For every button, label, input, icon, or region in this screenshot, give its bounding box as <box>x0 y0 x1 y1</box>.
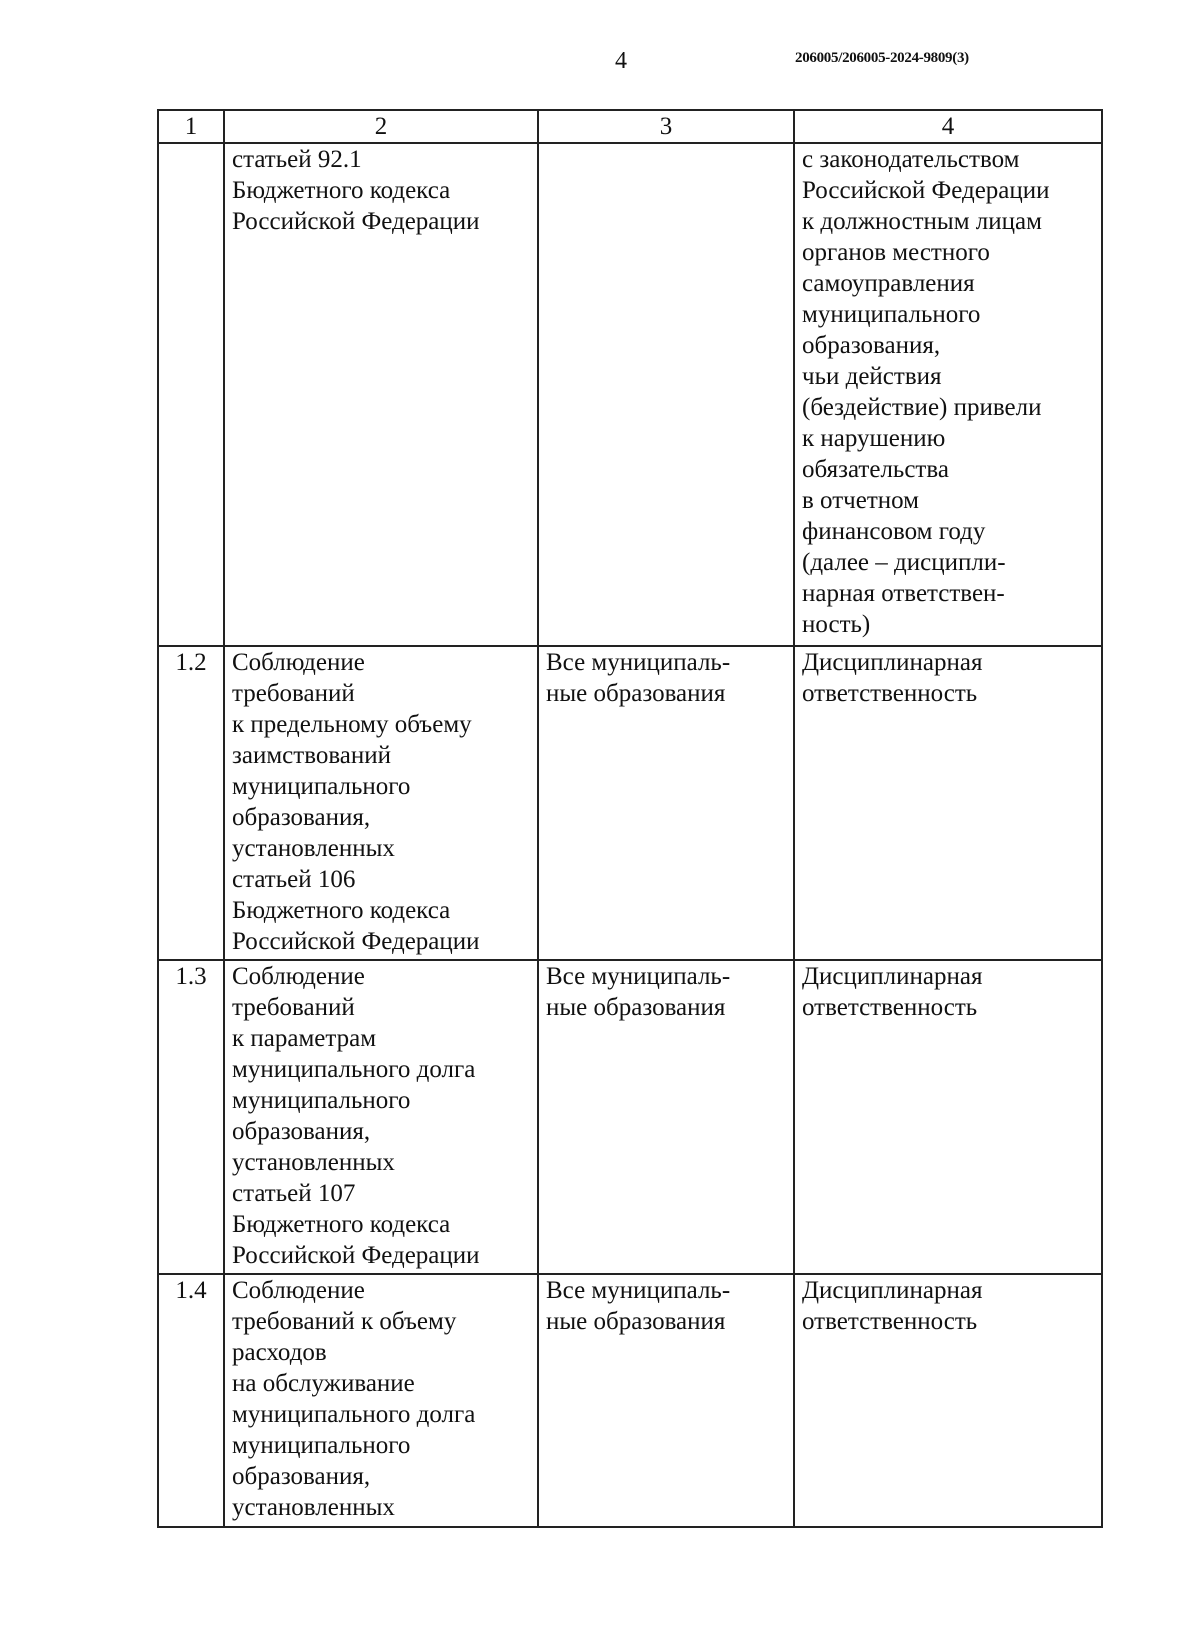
table-row <box>158 1274 1102 1527</box>
header-cell-4: 4 <box>794 110 1102 143</box>
table-row <box>158 143 1102 646</box>
responsibility-cell: Дисциплинарная ответственность <box>794 960 1102 1274</box>
scope-cell <box>538 143 794 646</box>
header-cell-2: 2 <box>224 110 538 143</box>
document-code: 206005/206005-2024-9809(3) <box>795 50 969 66</box>
responsibility-cell: Дисциплинарная ответственность <box>794 1274 1102 1527</box>
page-number: 4 <box>615 48 627 74</box>
responsibility-cell: Дисциплинарная ответственность <box>794 646 1102 960</box>
table-header-row <box>158 110 1102 143</box>
table-row <box>158 960 1102 1274</box>
scope-cell: Все муниципаль- ные образования <box>538 646 794 960</box>
scope-cell: Все муниципаль- ные образования <box>538 960 794 1274</box>
row-number: 1.2 <box>158 646 224 960</box>
table-row <box>158 646 1102 960</box>
header-cell-1: 1 <box>158 110 224 143</box>
requirement-cell: Соблюдение требований к параметрам муниципального долга муниципального образования, установленных статьей 107 Бюджетного кодекса Российской Федерации <box>224 960 538 1274</box>
row-number: 1.3 <box>158 960 224 1274</box>
row-number: 1.4 <box>158 1274 224 1527</box>
row-number <box>158 143 224 646</box>
requirement-cell: статьей 92.1 Бюджетного кодекса Российской Федерации <box>224 143 538 646</box>
requirement-cell: Соблюдение требований к объему расходов на обслуживание муниципального долга муниципального образования, установленных <box>224 1274 538 1527</box>
responsibility-cell: с законодательством Российской Федерации к должностным лицам органов местного самоуправления муниципального образования, чьи действия (бездействие) привели к нарушению обязательства в отчетном финансовом году (далее – дисципли- нарная ответствен- ность) <box>794 143 1102 646</box>
scope-cell: Все муниципаль- ные образования <box>538 1274 794 1527</box>
requirements-table <box>157 109 1103 1528</box>
requirement-cell: Соблюдение требований к предельному объему заимствований муниципального образования, установленных статьей 106 Бюджетного кодекса Российской Федерации <box>224 646 538 960</box>
header-cell-3: 3 <box>538 110 794 143</box>
